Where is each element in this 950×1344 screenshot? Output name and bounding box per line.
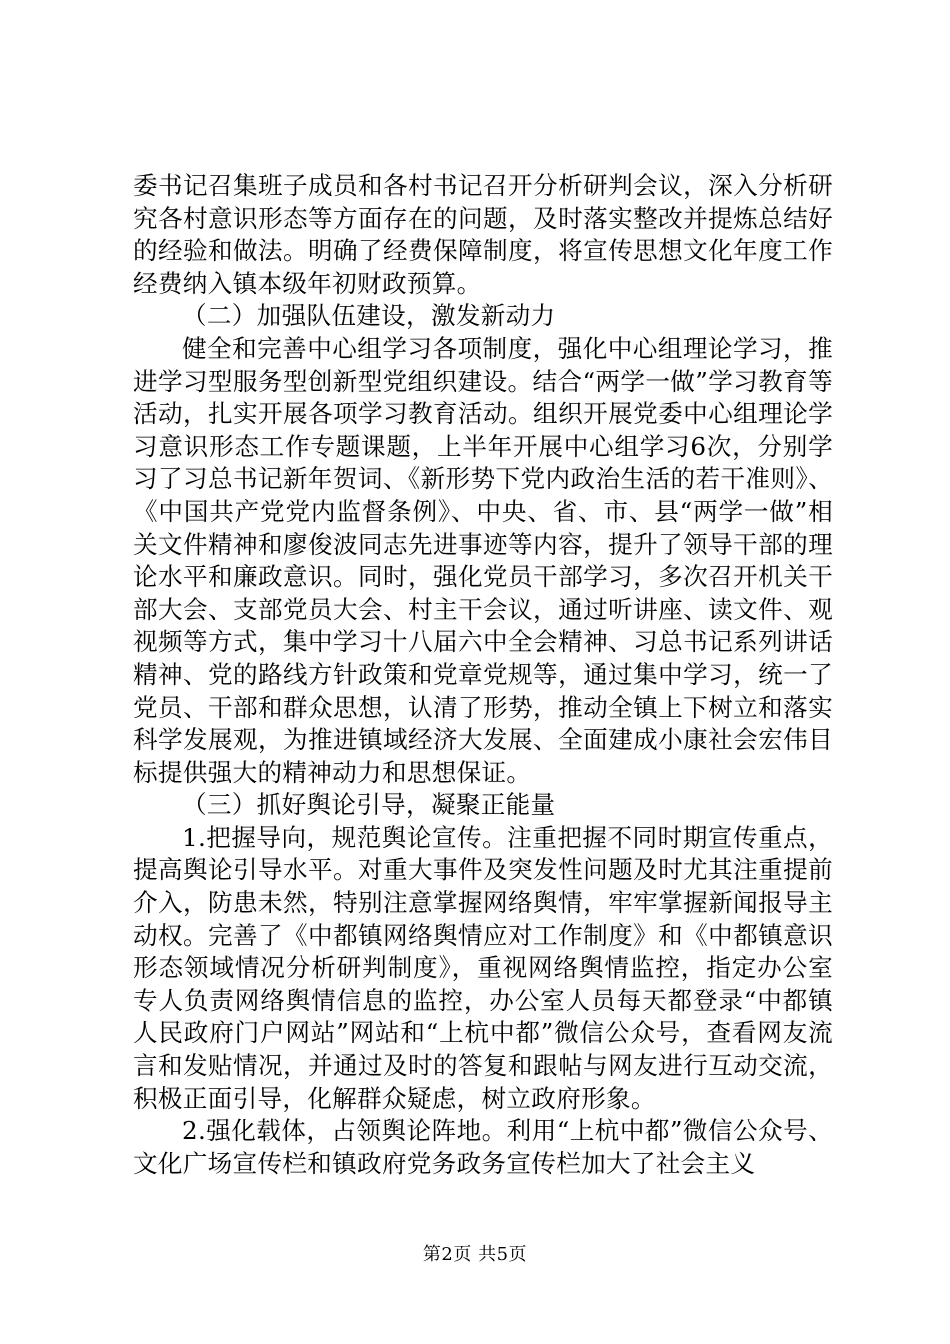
document-body <box>133 170 833 1180</box>
paragraph-team-building: 健全和完善中心组学习各项制度，强化中心组理论学习，推进学习型服务型创新型党组织建设。结合“两学一做”学习教育等活动，扎实开展各项学习教育活动。组织开展党委中心组理论学习意识形态工作专题课题，上半年开展中心组学习6次，分别学习了习总书记新年贺词、《新形势下党内政治生活的若干准则》、《中国共产党党内监督条例》、中央、省、市、县“两学一做”相关文件精神和廖俊波同志先进事迹等内容，提升了领导干部的理论水平和廉政意识。同时，强化党员干部学习，多次召开机关干部大会、支部党员大会、村主干会议，通过听讲座、读文件、观视频等方式，集中学习十八届六中全会精神、习总书记系列讲话精神、党的路线方针政策和党章党规等，通过集中学习，统一了党员、干部和群众思想，认清了形势，推动全镇上下树立和落实科学发展观，为推进镇域经济大发展、全面建成小康社会宏伟目标提供强大的精神动力和思想保证。 <box>133 333 833 787</box>
section-heading-three: （三）抓好舆论引导，凝聚正能量 <box>182 790 556 820</box>
page-number-footer: 第2页 共5页 <box>422 1244 528 1265</box>
paragraph-carrier: 2.强化载体，占领舆论阵地。利用“上杭中都”微信公众号、文化广场宣传栏和镇政府党务政务宣传栏加大了社会主义 <box>133 1116 833 1178</box>
paragraph-opinion-guidance: 1.把握导向，规范舆论宣传。注重把握不同时期宣传重点，提高舆论引导水平。对重大事件及突发性问题及时尤其注重提前介入，防患未然，特别注意掌握网络舆情，牢牢掌握新闻报导主动权。完善了《中都镇网络舆情应对工作制度》和《中都镇意识形态领域情况分析研判制度》，重视网络舆情监控，指定办公室专人负责网络舆情信息的监控，办公室人员每天都登录“中都镇人民政府门户网站”网站和“上杭中都”微信公众号，查看网友流言和发贴情况，并通过及时的答复和跟帖与网友进行互动交流，积极正面引导，化解群众疑虑，树立政府形象。 <box>133 822 833 1113</box>
paragraph-continuation: 委书记召集班子成员和各村书记召开分析研判会议，深入分析研究各村意识形态等方面存在的问题，及时落实整改并提炼总结好的经验和做法。明确了经费保障制度，将宣传思想文化年度工作经费纳入镇本级年初财政预算。 <box>133 171 833 298</box>
section-heading-two: （二）加强队伍建设，激发新动力 <box>182 301 556 331</box>
